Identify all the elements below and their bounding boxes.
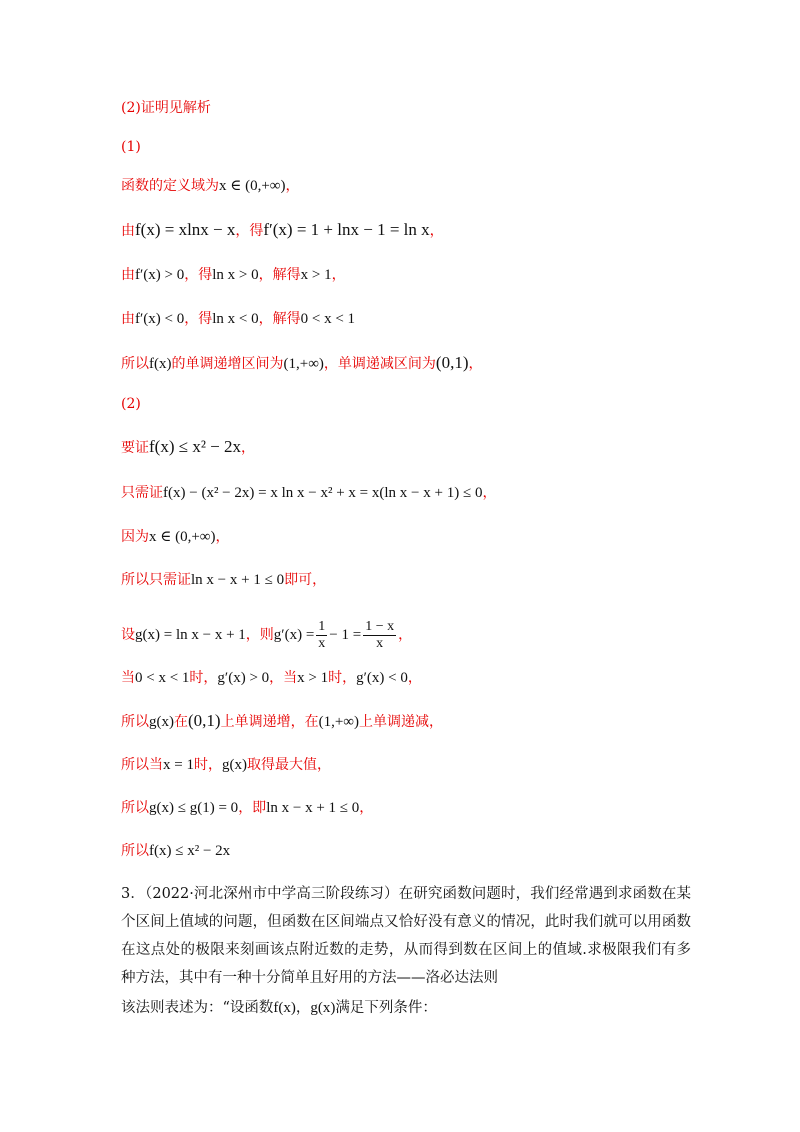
monotonic-intervals-line: 所以f(x)的单调递增区间为(1,+∞)，单调递减区间为(0,1)， xyxy=(121,353,483,372)
fraction-one-over-x: $\frac{1}{x}$ xyxy=(318,618,326,651)
problem-3-statement: 3．（2022·河北深州市中学高三阶段练习）在研究函数问题时，我们经常遇到求函数在某个区间上值域的问题，但函数在区间端点又恰好没有意义的情况，此时我们就可以用函数在这点处的极限来刻画该点附近数的走势，从而得到数在区间上的值域.求极限我们有多种方法，其中有一种十分简单且好用的方法——洛必达法则 xyxy=(121,886,691,986)
g-bound-line: 所以g(x) ≤ g(1) = 0，即ln x − x + 1 ≤ 0， xyxy=(121,800,374,816)
lhopital-rule-intro: 该法则表述为：“设函数f(x)，g(x)满足下列条件： xyxy=(121,1000,437,1016)
derivative-line: 由f(x) = xlnx − x，得f′(x) = 1 + lnx − 1 = ln x， xyxy=(121,220,444,239)
domain-line: 函数的定义域为x ∈ (0,+∞)， xyxy=(121,178,300,194)
goal-line: 要证f(x) ≤ x² − 2x， xyxy=(121,437,255,456)
fraction-one-minus-x-over-x: $\frac{1 - x}{x}$ xyxy=(365,618,395,651)
sign-of-derivative-line: 当0 < x < 1时，g′(x) > 0，当x > 1时，g′(x) < 0， xyxy=(121,670,422,686)
answer-summary: (2)证明见解析 xyxy=(121,100,211,116)
maximum-line: 所以当x = 1时，g(x)取得最大值， xyxy=(121,757,331,773)
define-g-line: 设g(x) = ln x − x + 1，则g′(x) = $\frac{1}{x}$ − 1 = $\frac{1 - x}{x}$ ， xyxy=(121,618,413,651)
sufficient-condition-line: 所以只需证ln x − x + 1 ≤ 0即可， xyxy=(121,572,327,588)
conclusion-line: 所以f(x) ≤ x² − 2x xyxy=(121,843,231,859)
part-2-heading: (2) xyxy=(121,396,141,412)
reduction-line: 只需证f(x) − (x² − 2x) = x ln x − x² + x = x(ln x − x + 1) ≤ 0， xyxy=(121,485,497,501)
increase-condition-line: 由f′(x) > 0，得ln x > 0，解得x > 1， xyxy=(121,267,346,283)
decrease-condition-line: 由f′(x) < 0，得ln x < 0，解得0 < x < 1 xyxy=(121,311,356,327)
part-1-heading: (1) xyxy=(121,139,141,155)
g-monotonicity-line: 所以g(x)在(0,1)上单调递增，在(1,+∞)上单调递减， xyxy=(121,711,443,730)
because-domain-line: 因为x ∈ (0,+∞)， xyxy=(121,529,230,545)
